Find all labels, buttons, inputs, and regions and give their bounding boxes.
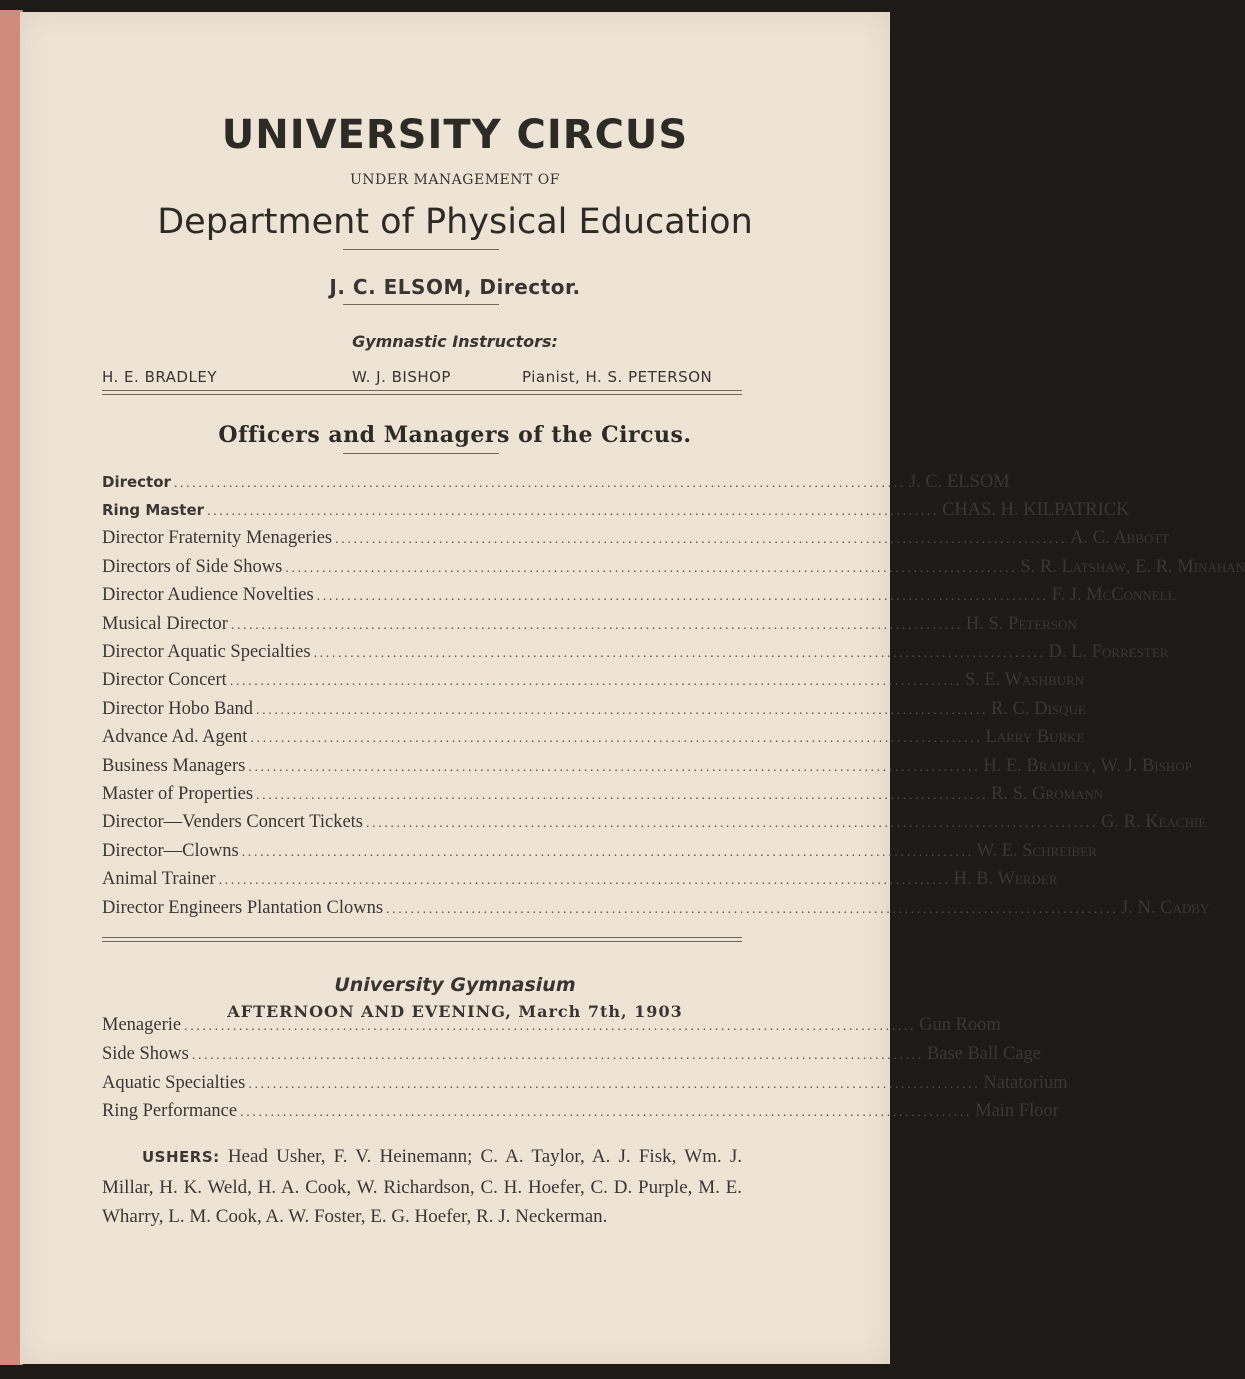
officer-name: G. R. Keachie bbox=[1101, 812, 1207, 832]
venue-item: Ring Performance bbox=[102, 1101, 238, 1121]
officer-title: Advance Ad. Agent bbox=[102, 727, 248, 747]
officer-name: H. B. Werder bbox=[953, 869, 1058, 889]
event-date: AFTERNOON AND EVENING, March 7th, 1903 bbox=[227, 1002, 683, 1021]
officer-name: D. L. Forrester bbox=[1048, 642, 1169, 662]
officers-heading: Officers and Managers of the Circus. bbox=[218, 422, 692, 448]
officer-title: Director—Clowns bbox=[102, 841, 239, 861]
venue-location: Base Ball Cage bbox=[926, 1044, 1041, 1064]
leader-dots: ........................................................................................................................ bbox=[386, 902, 1119, 917]
officer-row bbox=[102, 585, 1176, 613]
officer-title: Director—Venders Concert Tickets bbox=[102, 812, 364, 832]
officer-title: Director Hobo Band bbox=[102, 699, 254, 719]
officer-title: Director Audience Novelties bbox=[102, 585, 314, 605]
ushers-label: USHERS: bbox=[142, 1148, 220, 1166]
officer-name: F. J. McConnell bbox=[1051, 585, 1176, 605]
ushers-names: Head Usher, F. V. Heinemann; C. A. Taylor, A. J. Fisk, Wm. J. Millar, H. K. Weld, H. A. Cook, W. Richardson, C. H. Hoefer, C. D. Purple, M. E. Wharry, L. M. Cook, A. W. Foster, E. G. Hoefer, R. J. Neckerman. bbox=[102, 1146, 742, 1227]
officer-title: Animal Trainer bbox=[102, 869, 216, 889]
leader-dots: ........................................................................................................................ bbox=[316, 589, 1049, 604]
instructors-heading: Gymnastic Instructors: bbox=[352, 332, 558, 351]
venue-location: Gun Room bbox=[919, 1015, 1001, 1035]
instructor-bradley: H. E. BRADLEY bbox=[102, 368, 217, 386]
officer-row bbox=[102, 614, 1077, 642]
officer-name: A. C. Abbott bbox=[1070, 528, 1170, 548]
leader-dots: ........................................................................................................................ bbox=[240, 1105, 973, 1120]
management-subtitle: UNDER MANAGEMENT OF bbox=[350, 172, 560, 188]
officer-name: H. E. Bradley, W. J. Bishop bbox=[983, 756, 1192, 776]
officer-row bbox=[102, 670, 1085, 698]
leader-dots: ........................................................................................................................ bbox=[366, 816, 1099, 831]
leader-dots: ........................................................................................................................ bbox=[256, 703, 989, 718]
leader-dots: ........................................................................................................................ bbox=[207, 504, 940, 519]
double-rule-bottom bbox=[102, 394, 742, 395]
officer-name: W. E. Schreiber bbox=[976, 841, 1097, 861]
leader-dots: ........................................................................................................................ bbox=[248, 1077, 981, 1092]
venue-name: University Gymnasium bbox=[334, 974, 576, 996]
officer-name: S. R. Latshaw, E. R. Minahan bbox=[1020, 557, 1245, 577]
officer-name: J. N. Cadby bbox=[1121, 898, 1210, 918]
officer-name: R. S. Gromann bbox=[991, 784, 1104, 804]
double-rule-top bbox=[102, 937, 742, 938]
leader-dots: ........................................................................................................................ bbox=[191, 1048, 924, 1063]
leader-dots: ........................................................................................................................ bbox=[313, 646, 1046, 661]
instructor-bishop: W. J. BISHOP bbox=[352, 368, 451, 386]
leader-dots: ........................................................................................................................ bbox=[229, 674, 962, 689]
officer-row bbox=[102, 727, 1085, 755]
double-rule-top bbox=[102, 390, 742, 391]
officer-title: Director bbox=[102, 473, 171, 491]
venue-row bbox=[102, 1073, 1068, 1101]
pianist: Pianist, H. S. PETERSON bbox=[522, 368, 713, 386]
leader-dots: ........................................................................................................................ bbox=[184, 1019, 917, 1034]
department-name: Department of Physical Education bbox=[157, 202, 753, 242]
venue-item: Side Shows bbox=[102, 1044, 189, 1064]
officer-title: Director Fraternity Menageries bbox=[102, 528, 333, 548]
officer-row bbox=[102, 812, 1207, 840]
program-page bbox=[20, 12, 1245, 1364]
leader-dots: ........................................................................................................................ bbox=[230, 618, 963, 633]
leader-dots: ........................................................................................................................ bbox=[218, 873, 951, 888]
director-line: J. C. ELSOM, Director. bbox=[329, 275, 581, 299]
officer-row bbox=[102, 898, 1210, 926]
venue-row bbox=[102, 1101, 1059, 1129]
venue-location: Main Floor bbox=[975, 1101, 1059, 1121]
venue-item: Aquatic Specialties bbox=[102, 1073, 246, 1093]
venue-row bbox=[102, 1044, 1041, 1072]
leader-dots: ........................................................................................................................ bbox=[256, 788, 989, 803]
officer-row bbox=[102, 500, 1130, 528]
officer-row bbox=[102, 784, 1104, 812]
ushers-paragraph bbox=[102, 1142, 742, 1232]
officer-row bbox=[102, 528, 1170, 556]
page-title: UNIVERSITY CIRCUS bbox=[221, 112, 689, 158]
double-rule-bottom bbox=[102, 941, 742, 942]
officer-name: R. C. Disque bbox=[991, 699, 1086, 719]
officer-row bbox=[102, 472, 1010, 500]
officer-name: Larry Burke bbox=[985, 727, 1085, 747]
officer-title: Business Managers bbox=[102, 756, 246, 776]
leader-dots: ........................................................................................................................ bbox=[248, 760, 981, 775]
leader-dots: ........................................................................................................................ bbox=[335, 532, 1068, 547]
venue-location: Natatorium bbox=[983, 1073, 1068, 1093]
leader-dots: ........................................................................................................................ bbox=[241, 845, 974, 860]
leader-dots: ........................................................................................................................ bbox=[250, 731, 983, 746]
venue-item: Menagerie bbox=[102, 1015, 182, 1035]
officer-name: J. C. ELSOM bbox=[908, 472, 1010, 492]
officer-row bbox=[102, 869, 1058, 897]
officer-title: Director Concert bbox=[102, 670, 227, 690]
officer-title: Musical Director bbox=[102, 614, 228, 634]
venue-row bbox=[102, 1015, 1001, 1043]
officer-title: Directors of Side Shows bbox=[102, 557, 283, 577]
officer-title: Director Aquatic Specialties bbox=[102, 642, 311, 662]
officer-title: Ring Master bbox=[102, 501, 205, 519]
officer-title: Master of Properties bbox=[102, 784, 254, 804]
officer-name: CHAS. H. KILPATRICK bbox=[942, 500, 1130, 520]
leader-dots: ........................................................................................................................ bbox=[173, 476, 906, 491]
officer-row bbox=[102, 699, 1086, 727]
officer-row bbox=[102, 756, 1192, 784]
leader-dots: ........................................................................................................................ bbox=[285, 561, 1018, 576]
officer-row bbox=[102, 557, 1245, 585]
officer-row bbox=[102, 642, 1169, 670]
divider bbox=[343, 304, 499, 305]
officer-name: S. E. Washburn bbox=[964, 670, 1085, 690]
officer-name: H. S. Peterson bbox=[965, 614, 1077, 634]
divider bbox=[343, 453, 499, 454]
divider bbox=[343, 249, 499, 250]
officer-title: Director Engineers Plantation Clowns bbox=[102, 898, 384, 918]
officer-row bbox=[102, 841, 1097, 869]
